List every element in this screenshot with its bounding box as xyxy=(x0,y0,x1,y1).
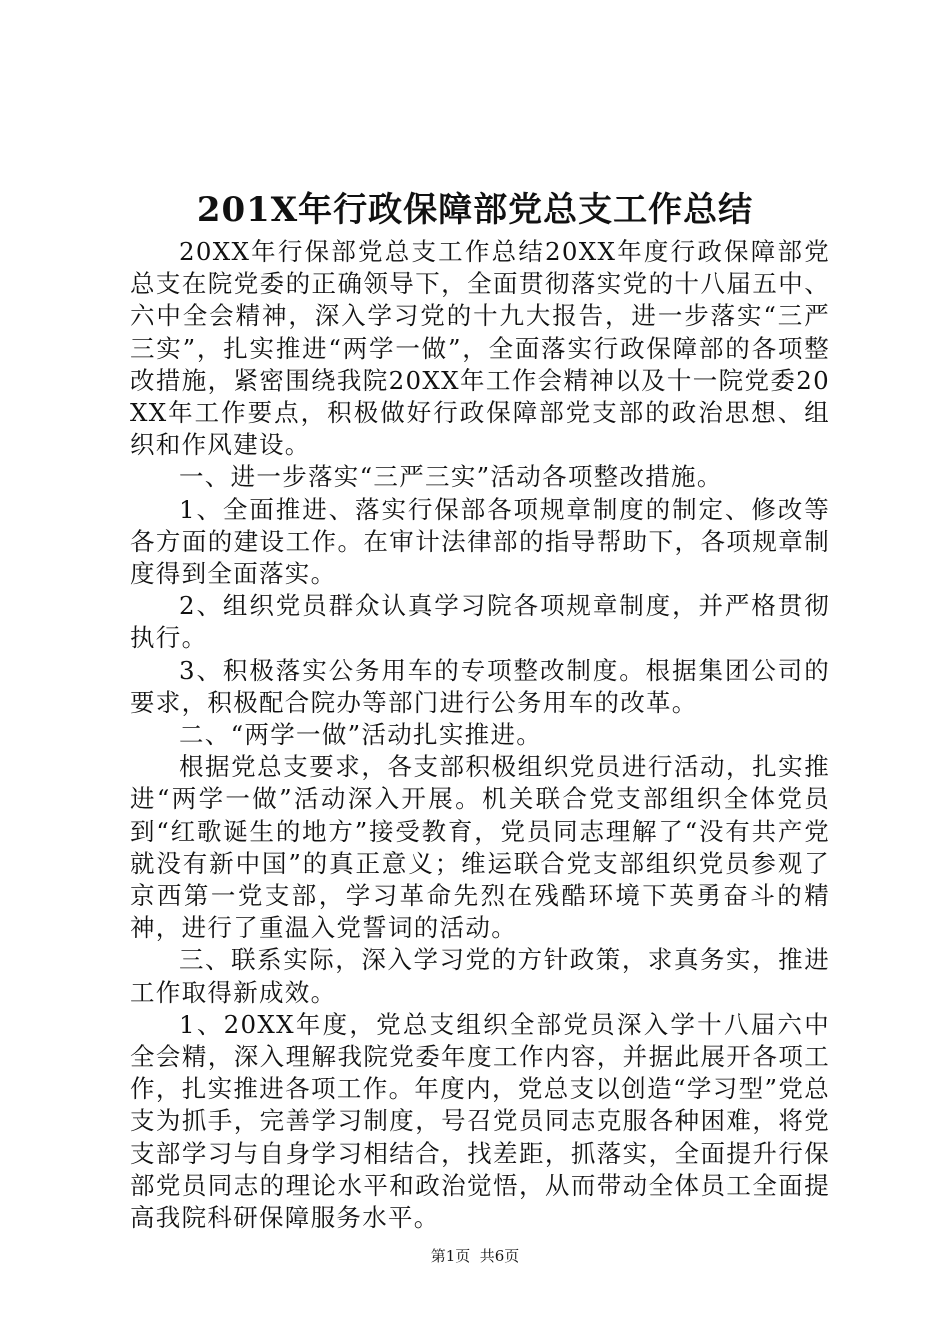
paragraph-section-3-heading: 三、联系实际，深入学习党的方针政策，求真务实，推进工作取得新成效。 xyxy=(130,945,830,1007)
paragraph-section-1-item-3: 3、积极落实公务用车的专项整改制度。根据集团公司的要求，积极配合院办等部门进行公务用车的改革。 xyxy=(130,655,830,717)
paragraph-section-1-item-2: 2、组织党员群众认真学习院各项规章制度，并严格贯彻执行。 xyxy=(130,591,830,653)
document-body xyxy=(130,236,830,1234)
paragraph-section-2-heading: 二、“两学一做”活动扎实推进。 xyxy=(179,720,543,750)
paragraph-section-1-item-1: 1、全面推进、落实行保部各项规章制度的制定、修改等各方面的建设工作。在审计法律部的指导帮助下，各项规章制度得到全面落实。 xyxy=(130,494,830,589)
page-number-footer: 第1页 共6页 xyxy=(430,1247,520,1265)
paragraph-section-2-body: 根据党总支要求，各支部积极组织党员进行活动，扎实推进“两学一做”活动深入开展。机关联合党支部组织全体党员到“红歌诞生的地方”接受教育，党员同志理解了“没有共产党就没有新中国”的真正意义；维运联合党支部组织党员参观了京西第一党支部，学习革命先烈在残酷环境下英勇奋斗的精神，进行了重温入党誓词的活动。 xyxy=(130,752,830,943)
paragraph-section-1-heading: 一、进一步落实“三严三实”活动各项整改措施。 xyxy=(179,462,723,492)
document-title: 201X年行政保障部党总支工作总结 xyxy=(196,190,754,230)
paragraph-section-3-item-1: 1、20XX年度，党总支组织全部党员深入学十八届六中全会精，深入理解我院党委年度工作内容，并据此展开各项工作，扎实推进各项工作。年度内，党总支以创造“学习型”党总支为抓手，完善学习制度，号召党员同志克服各种困难，将党支部学习与自身学习相结合，找差距，抓落实，全面提升行保部党员同志的理论水平和政治觉悟，从而带动全体员工全面提高我院科研保障服务水平。 xyxy=(130,1009,830,1233)
paragraph-intro: 20XX年行保部党总支工作总结20XX年度行政保障部党总支在院党委的正确领导下，全面贯彻落实党的十八届五中、六中全会精神，深入学习党的十九大报告，进一步落实“三严三实”，扎实推进“两学一做”，全面落实行政保障部的各项整改措施，紧密围绕我院20XX年工作会精神以及十一院党委20XX年工作要点，积极做好行政保障部党支部的政治思想、组织和作风建设。 xyxy=(130,237,830,460)
